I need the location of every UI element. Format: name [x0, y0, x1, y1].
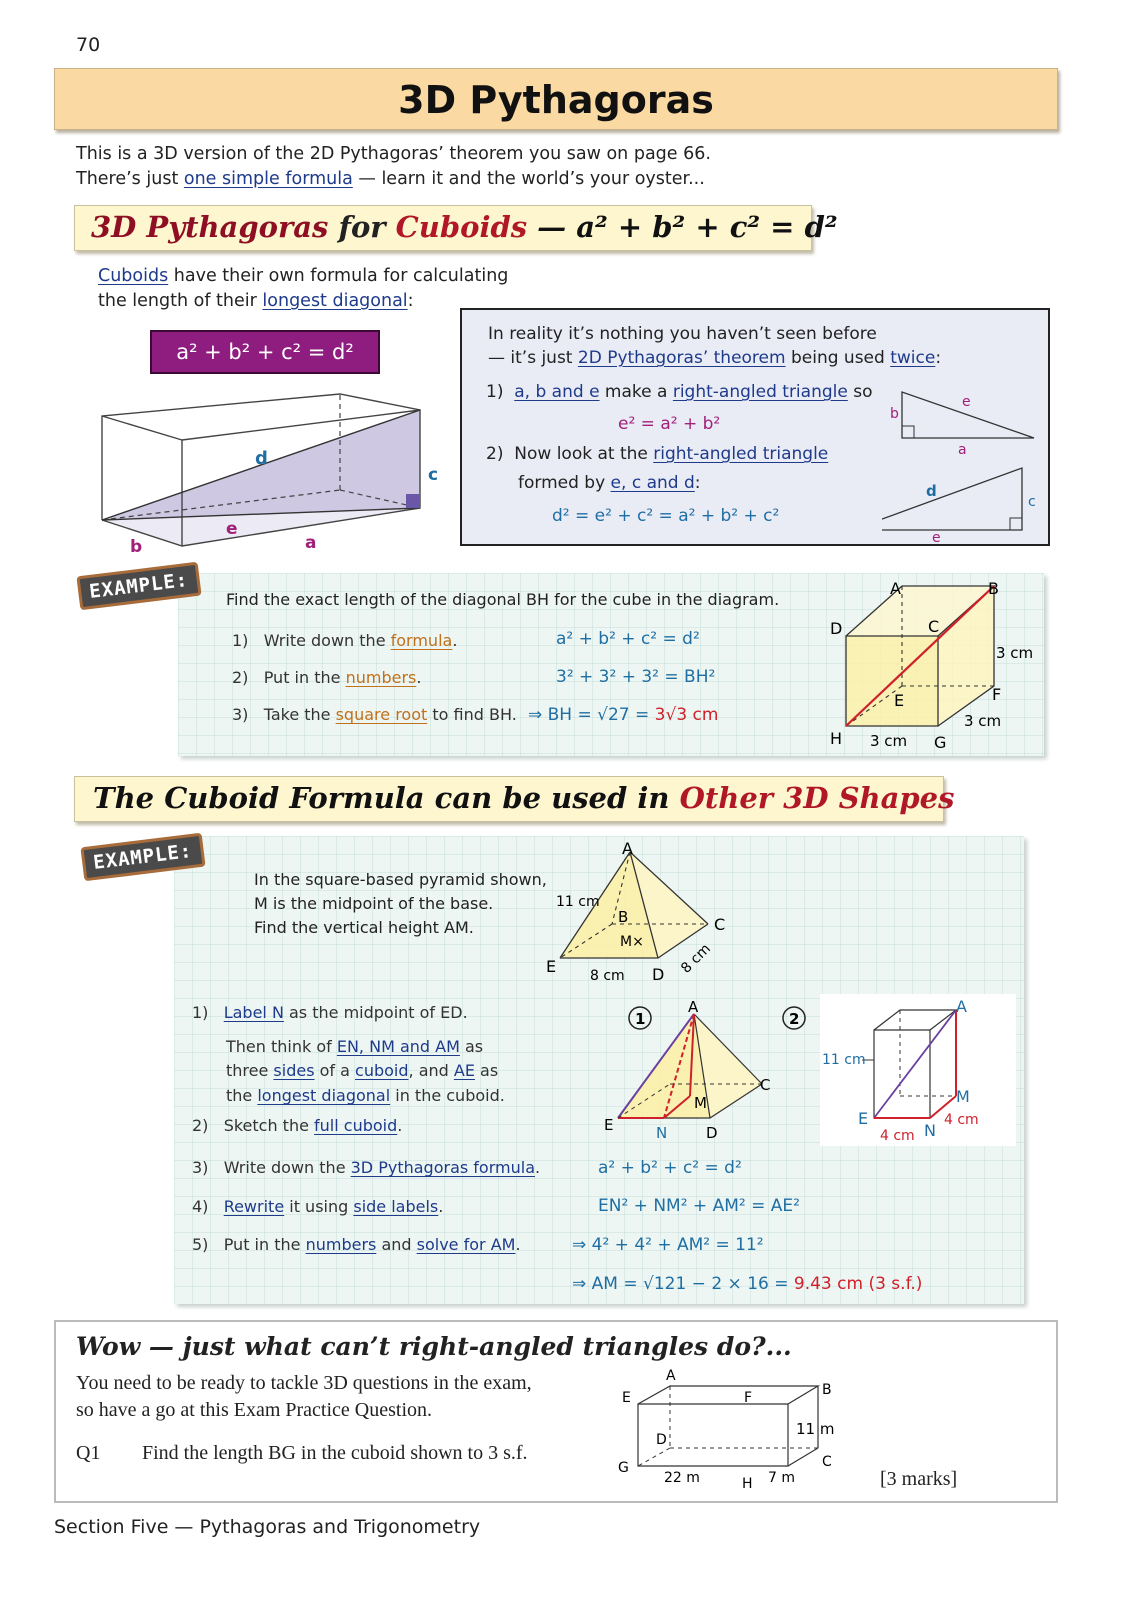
example-2-question-2: M is the midpoint of the base.: [254, 894, 494, 913]
example-2-step-1-line-4: the longest diagonal in the cuboid.: [226, 1086, 505, 1105]
svg-text:11 cm: 11 cm: [556, 894, 600, 910]
cuboid-diagram: [90, 380, 450, 560]
section-header-cuboids: 3D Pythagoras for Cuboids — a² + b² + c² = d²: [74, 205, 812, 251]
example-1-answer-1: a² + b² + c² = d²: [556, 629, 700, 649]
svg-text:3 cm: 3 cm: [870, 732, 908, 750]
reality-step-1: 1) a, b and e make a right-angled triangle so: [486, 382, 873, 402]
reality-line-1: In reality it’s nothing you haven’t seen before: [488, 324, 877, 344]
exam-practice-box: [54, 1320, 1058, 1503]
footer-section-title: Section Five — Pythagoras and Trigonometry: [54, 1516, 481, 1538]
svg-text:c: c: [1028, 494, 1036, 510]
svg-text:11 m: 11 m: [796, 1420, 835, 1438]
page-title: 3D Pythagoras: [398, 78, 714, 122]
exam-practice-line-1: You need to be ready to tackle 3D questions in the exam,: [76, 1372, 532, 1394]
svg-text:D: D: [652, 965, 665, 984]
label-a: a: [305, 533, 317, 553]
svg-text:8 cm: 8 cm: [590, 968, 625, 984]
question-number: Q1: [76, 1442, 101, 1464]
title-banner: [54, 68, 1058, 130]
label-e: e: [226, 519, 238, 539]
svg-text:E: E: [546, 957, 557, 976]
svg-text:7 m: 7 m: [768, 1470, 795, 1486]
svg-text:F: F: [992, 685, 1002, 704]
example-2-answer-5: ⇒ 4² + 4² + AM² = 11²: [572, 1235, 764, 1255]
example-2-step-2: 2) Sketch the full cuboid.: [192, 1116, 403, 1135]
example-1-answer-2: 3² + 3² + 3² = BH²: [556, 667, 716, 687]
svg-text:N: N: [656, 1124, 668, 1142]
svg-text:C: C: [928, 617, 940, 636]
example-1-question: Find the exact length of the diagonal BH for the cube in the diagram.: [226, 590, 780, 609]
svg-text:4 cm: 4 cm: [944, 1112, 979, 1128]
question-marks: [3 marks]: [880, 1468, 958, 1490]
exam-practice-title: Wow — just what can’t right-angled triangles do?...: [76, 1332, 792, 1361]
reality-step-2: 2) Now look at the right-angled triangle: [486, 444, 829, 464]
svg-text:D: D: [706, 1124, 718, 1142]
svg-text:H: H: [742, 1476, 753, 1492]
question-text: Find the length BG in the cuboid shown to 3 s.f.: [142, 1442, 528, 1464]
example-2-step-1: 1) Label N as the midpoint of ED.: [192, 1003, 468, 1022]
svg-text:B: B: [618, 908, 629, 926]
svg-text:A: A: [666, 1368, 676, 1384]
figure-1-pyramid: [600, 996, 790, 1146]
example-2-answer-4: EN² + NM² + AM² = AE²: [598, 1196, 800, 1216]
svg-text:A: A: [890, 579, 901, 598]
example-1-step-3: 3) Take the square root to find BH.: [232, 705, 517, 724]
exam-practice-line-2: so have a go at this Exam Practice Question.: [76, 1399, 433, 1421]
reality-eq-1: e² = a² + b²: [618, 414, 721, 434]
svg-text:22 m: 22 m: [664, 1470, 700, 1486]
svg-text:F: F: [744, 1390, 753, 1406]
example-2-question-3: Find the vertical height AM.: [254, 918, 474, 937]
svg-text:M×: M×: [620, 934, 644, 950]
svg-text:d: d: [926, 482, 937, 500]
cuboid-description-2: the length of their longest diagonal:: [98, 291, 414, 311]
svg-text:D: D: [656, 1432, 667, 1448]
section-2-title: The Cuboid Formula can be used in: [93, 781, 680, 815]
example-2-step-1-line-2: Then think of EN, NM and AM as: [226, 1037, 484, 1056]
label-c: c: [428, 465, 439, 485]
example-1-tag: EXAMPLE:: [76, 562, 201, 611]
svg-text:C: C: [822, 1454, 832, 1470]
example-1-step-1: 1) Write down the formula.: [232, 631, 458, 650]
cuboid-description-1: Cuboids have their own formula for calculating: [98, 266, 509, 286]
svg-text:1: 1: [635, 1010, 646, 1028]
svg-text:G: G: [934, 733, 947, 752]
svg-text:a: a: [958, 442, 967, 458]
example-2-question-1: In the square-based pyramid shown,: [254, 870, 547, 889]
example-2-answer-3: a² + b² + c² = d²: [598, 1158, 742, 1178]
svg-text:E: E: [894, 691, 905, 710]
svg-text:E: E: [858, 1109, 869, 1128]
label-b: b: [130, 537, 143, 557]
svg-text:4 cm: 4 cm: [880, 1128, 915, 1144]
exam-cuboid-diagram: [608, 1366, 848, 1496]
example-2-step-4: 4) Rewrite it using side labels.: [192, 1197, 444, 1216]
example-2-step-3: 3) Write down the 3D Pythagoras formula.: [192, 1158, 541, 1177]
svg-text:3 cm: 3 cm: [996, 644, 1034, 662]
example-1-step-2: 2) Put in the numbers.: [232, 668, 422, 687]
figure-2-cuboid: [780, 996, 1016, 1146]
svg-text:H: H: [830, 729, 843, 748]
svg-text:e: e: [962, 394, 971, 410]
example-1-answer-3: ⇒ BH = √27 = 3√3 cm: [528, 705, 719, 725]
section-header-other-shapes: The Cuboid Formula can be used in Other 3D Shapes: [74, 776, 944, 822]
svg-text:B: B: [822, 1382, 832, 1398]
svg-text:C: C: [760, 1076, 771, 1094]
reality-box: [460, 308, 1050, 546]
intro-link[interactable]: one simple formula: [183, 169, 353, 189]
svg-text:E: E: [622, 1390, 631, 1406]
example-2-step-1-line-3: three sides of a cuboid, and AE as: [226, 1061, 499, 1080]
svg-text:C: C: [714, 915, 726, 934]
cube-diagram: [826, 576, 1046, 756]
reality-eq-2: d² = e² + c² = a² + b² + c²: [552, 506, 780, 526]
svg-text:11 cm: 11 cm: [822, 1052, 866, 1068]
svg-text:N: N: [924, 1121, 936, 1140]
svg-text:A: A: [622, 839, 633, 858]
svg-text:A: A: [956, 997, 967, 1016]
svg-text:b: b: [890, 406, 899, 422]
svg-text:8 cm: 8 cm: [678, 940, 714, 977]
cuboid-formula-box: a² + b² + c² = d²: [150, 330, 380, 374]
svg-text:3 cm: 3 cm: [964, 712, 1002, 730]
svg-text:E: E: [604, 1116, 614, 1134]
svg-text:2: 2: [789, 1010, 800, 1028]
reality-step-2-line-2: formed by e, c and d:: [518, 473, 701, 493]
intro-line-2: There’s just one simple formula — learn it and the world’s your oyster...: [76, 169, 705, 189]
section-title-part-1: 3D Pythagoras: [91, 210, 329, 244]
pyramid-diagram: [540, 838, 740, 988]
example-2-step-5: 5) Put in the numbers and solve for AM.: [192, 1235, 521, 1254]
svg-text:B: B: [988, 579, 999, 598]
example-2-final-answer: ⇒ AM = √121 − 2 × 16 = 9.43 cm (3 s.f.): [572, 1274, 923, 1294]
label-d: d: [255, 448, 268, 469]
reality-line-2: — it’s just 2D Pythagoras’ theorem being used twice:: [488, 348, 942, 368]
page-number: 70: [76, 34, 101, 56]
example-2-tag: EXAMPLE:: [80, 833, 205, 882]
svg-text:D: D: [830, 619, 843, 638]
svg-text:A: A: [688, 998, 699, 1016]
svg-text:G: G: [618, 1460, 629, 1476]
svg-text:M: M: [956, 1087, 970, 1106]
intro-line-1: This is a 3D version of the 2D Pythagoras’ theorem you saw on page 66.: [76, 144, 711, 164]
svg-text:M: M: [694, 1094, 707, 1112]
reality-triangles: [882, 382, 1052, 532]
svg-text:e: e: [932, 530, 941, 546]
